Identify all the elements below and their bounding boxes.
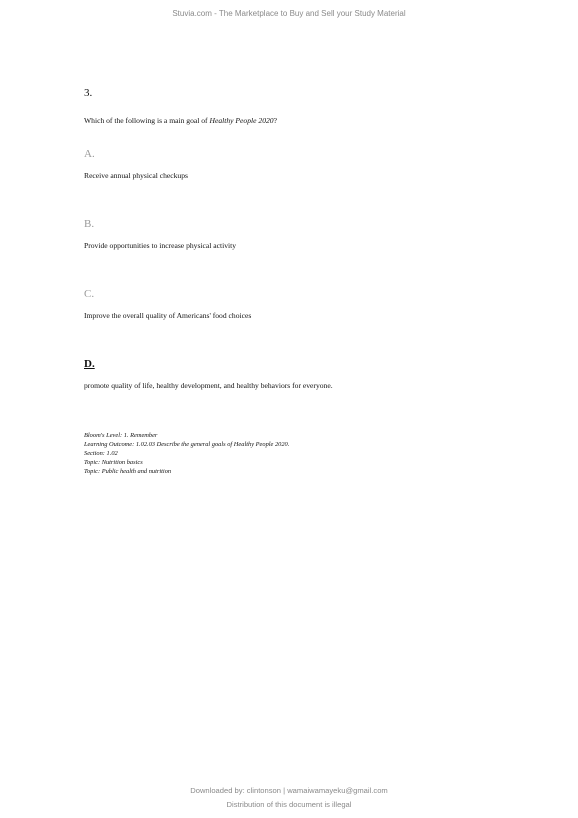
question-text-end: ? <box>273 116 277 125</box>
option-a-letter: A. <box>84 148 95 160</box>
option-b-text: Provide opportunities to increase physical activity <box>84 241 237 250</box>
topic-label-2: Topic: Public health and nutrition <box>84 468 172 475</box>
blooms-level: Bloom's Level: 1. Remember <box>84 432 158 439</box>
question-block <box>84 86 504 476</box>
distribution-notice-footer: Distribution of this document is illegal <box>226 800 352 809</box>
downloaded-by-footer: Downloaded by: clintonson | wamaiwamayeku@gmail.com <box>190 786 388 795</box>
option-d-letter-correct: D. <box>84 358 95 370</box>
option-c-text: Improve the overall quality of Americans' food choices <box>84 311 252 320</box>
site-banner: Stuvia.com - The Marketplace to Buy and Sell your Study Material <box>172 9 406 18</box>
option-b-letter: B. <box>84 218 95 230</box>
section-label: Section: 1.02 <box>84 450 118 457</box>
question-number: 3. <box>84 87 93 99</box>
question-text-start: Which of the following is a main goal of <box>84 116 210 125</box>
topic-label-1: Topic: Nutrition basics <box>84 459 143 466</box>
option-c-letter: C. <box>84 288 95 300</box>
question-metadata <box>84 431 504 476</box>
learning-outcome: Learning Outcome: 1.02.03 Describe the general goals of Healthy People 2020. <box>84 441 290 448</box>
question-text-italic: Healthy People 2020 <box>209 116 274 125</box>
option-d-text: promote quality of life, healthy development, and healthy behaviors for everyone. <box>84 381 333 390</box>
question-text <box>84 116 504 126</box>
option-a-text: Receive annual physical checkups <box>84 171 188 180</box>
